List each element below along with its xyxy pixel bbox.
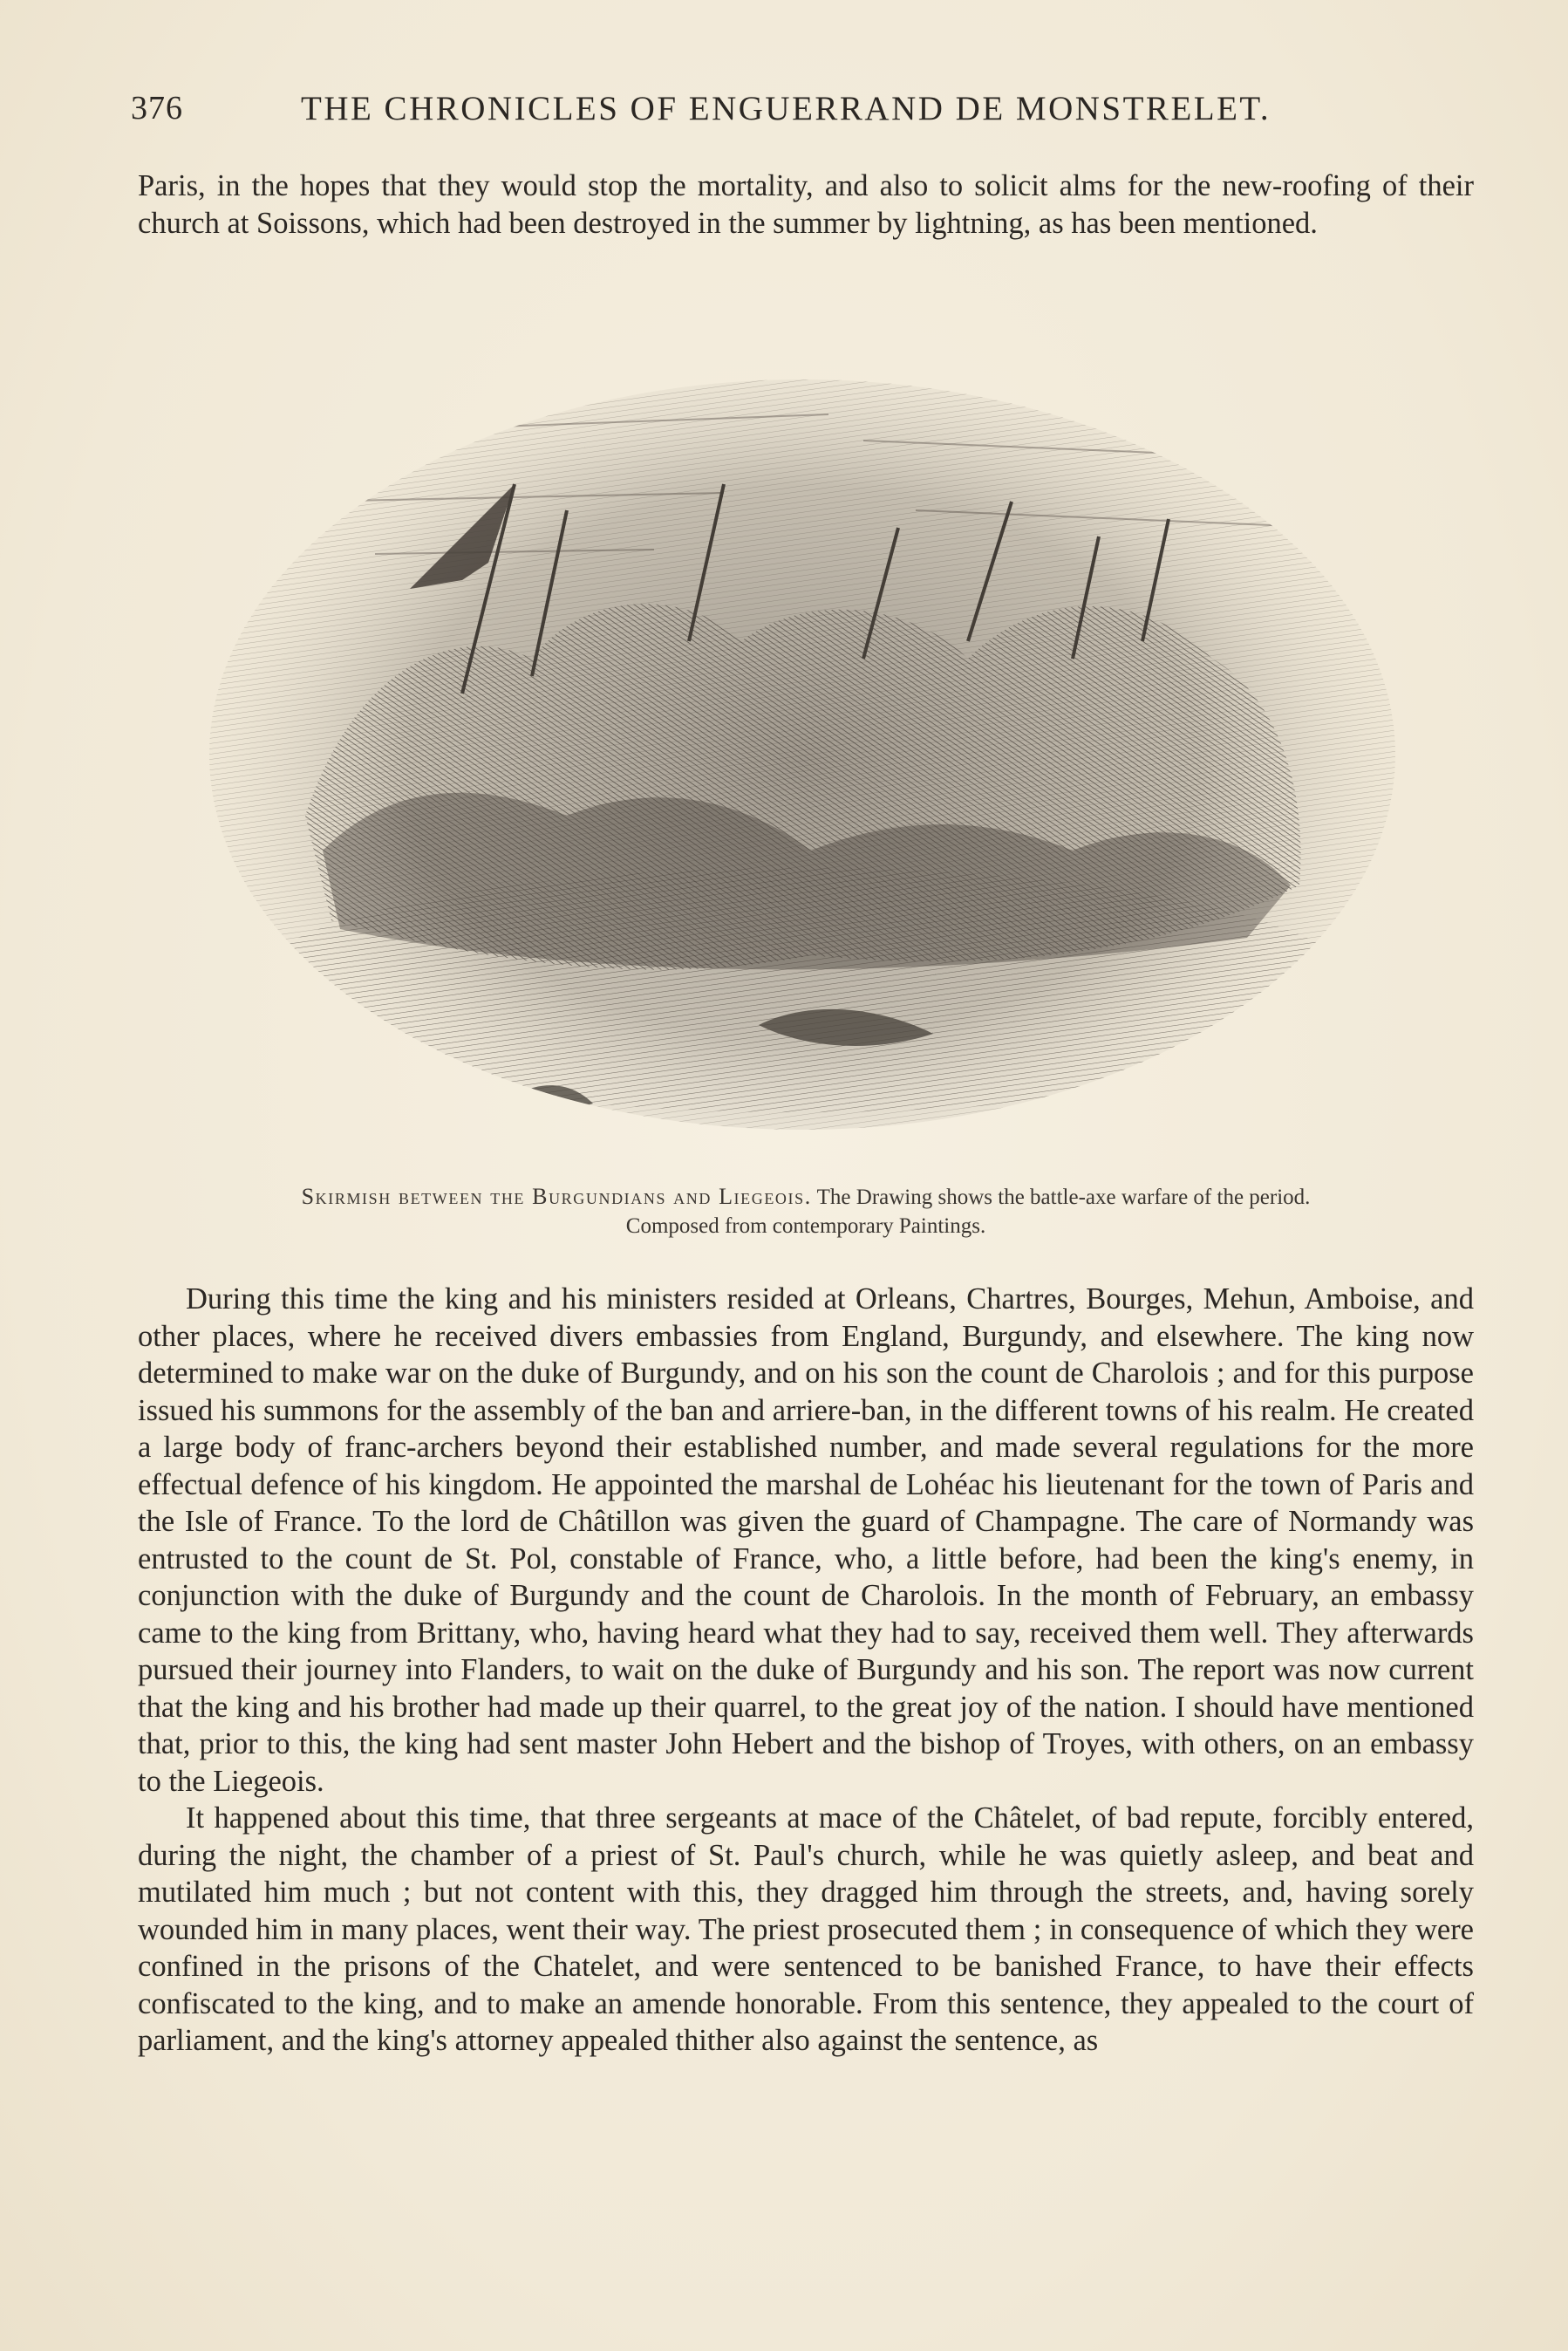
paragraph-1: During this time the king and his ministers resided at Orleans, Chartres, Bourges, Mehun, Amboise, and other places, where he received divers embassies from England, Burgundy, and elsewhere. The king now determined to make war on the duke of Burgundy, and on his son the count de Charolois ; and for this purpose issued his summons for the assembly of the ban and arriere-ban, in the different towns of his realm. He created a large body of franc-archers beyond their established number, and made several regulations for the more effectual defence of his kingdom. He appointed the marshal de Lohéac his lieutenant for the town of Paris and the Isle of France. To the lord de Châtillon was given the guard of Champagne. The care of Normandy was entrusted to the count de St. Pol, constable of France, who, a little before, had been the king's enemy, in conjunction with the duke of Burgundy and the count de Charolois. In the month of February, an embassy came to the king from Brittany, who, having heard what they had to say, received them well. They afterwards pursued their journey into Flanders, to wait on the duke of Burgundy and his son. The report was now current that the king and his brother had made up their quarrel, to the great joy of the nation. I should have mentioned that, prior to this, the king had sent master John Hebert and the bishop of Troyes, with others, on an embassy to the Liegeois. — [138, 1282, 1474, 1798]
battle-engraving — [201, 327, 1404, 1165]
intro-paragraph: Paris, in the hopes that they would stop the mortality, and also to solicit alms for the new-roofing of their church at Soissons, which had been destroyed in the summer by lightning, as has been mentioned. — [138, 169, 1474, 240]
illustration-caption — [138, 1182, 1474, 1240]
caption-title: Skirmish between the Burgundians and Liegeois. — [301, 1184, 812, 1209]
page-number: 376 — [131, 90, 183, 126]
engraving-battle-scene-icon — [201, 327, 1404, 1165]
paragraph-2: It happened about this time, that three sergeants at mace of the Châtelet, of bad repute, forcibly entered, during the night, the chamber of a priest of St. Paul's church, while he was quietly asleep, and beat and mutilated him much ; but not content with this, they dragged him through the streets, and, having sorely wounded him in many places, went their way. The priest prosecuted them ; in consequence of which they were confined in the prisons of the Chatelet, and were sentenced to be banished France, to have their effects confiscated to the king, and to make an amende honorable. From this sentence, they appealed to the court of parliament, and the king's attorney appealed thither also against the sentence, as — [138, 1801, 1474, 2057]
caption-description: The Drawing shows the battle-axe warfare of the period. — [816, 1186, 1311, 1209]
running-title: THE CHRONICLES OF ENGUERRAND DE MONSTRELET. — [301, 90, 1271, 127]
caption-line-1 — [138, 1182, 1474, 1212]
body-text — [138, 1281, 1474, 2060]
caption-line-2: Composed from contemporary Paintings. — [625, 1214, 986, 1238]
page-header — [131, 85, 1439, 138]
intro-paragraph-block — [138, 167, 1474, 242]
